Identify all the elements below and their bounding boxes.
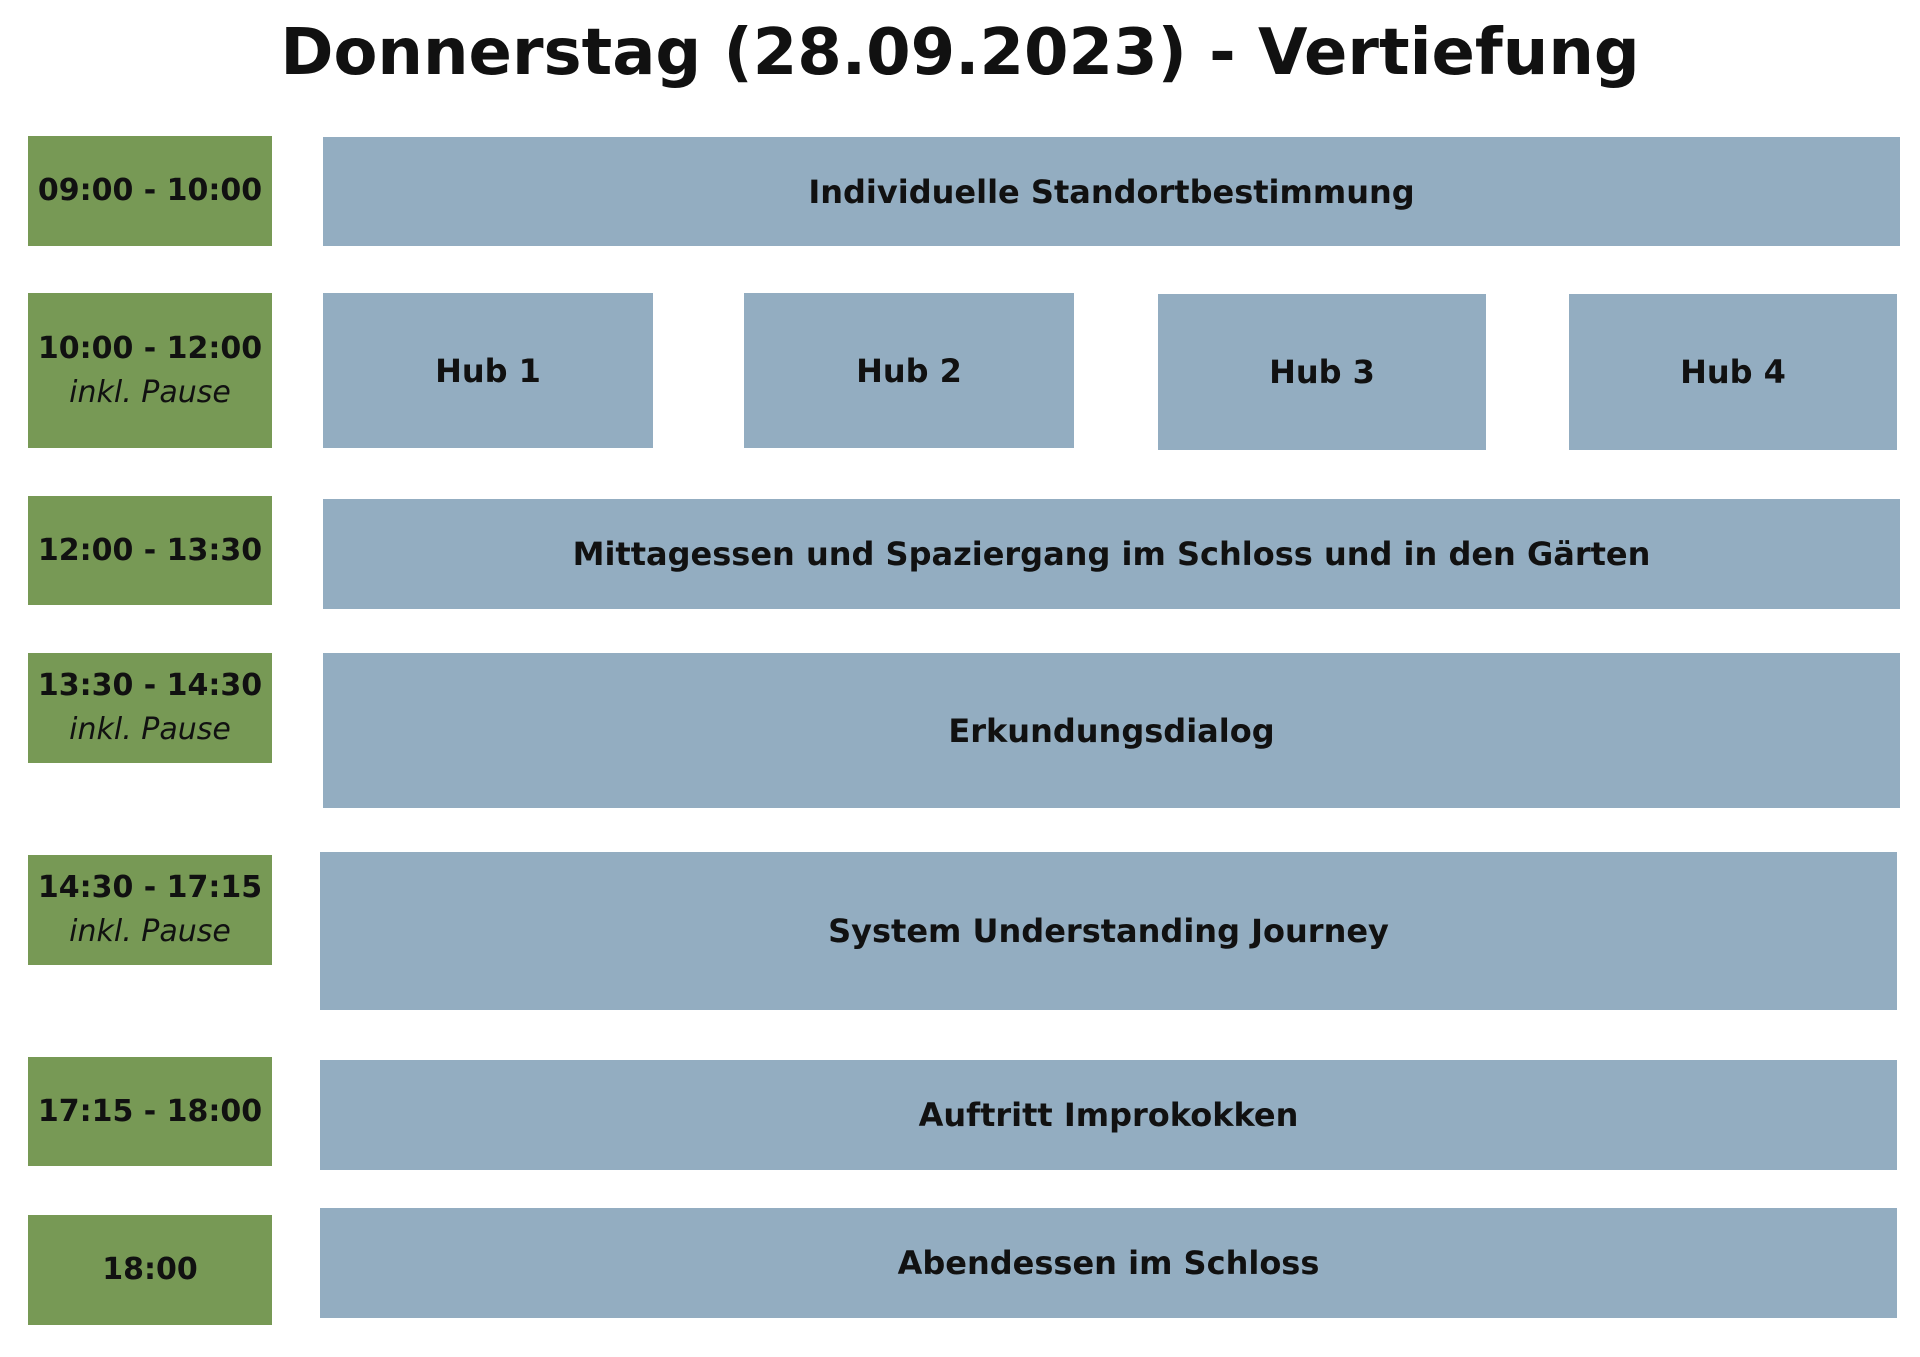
time-note: inkl. Pause [69,374,231,410]
time-label: 17:15 - 18:00 [37,1093,263,1129]
time-label: 14:30 - 17:15 [37,870,263,905]
time-note: inkl. Pause [69,914,231,949]
activity-label: Individuelle Standortbestimmung [808,172,1415,211]
time-slot-1715 [28,1057,272,1166]
activity-system-understanding-journey [320,852,1897,1010]
time-slot-1430 [28,855,272,965]
activity-individuelle-standortbestimmung [323,137,1900,246]
activity-abendessen-im-schloss [320,1208,1897,1318]
time-note: inkl. Pause [69,712,231,747]
activity-label: Hub 4 [1680,353,1786,391]
time-slot-1800 [28,1215,272,1325]
time-label: 18:00 [102,1252,198,1287]
activity-erkundungsdialog [323,653,1900,808]
page-title: Donnerstag (28.09.2023) - Vertiefung [280,16,1640,90]
time-slot-1000 [28,293,272,448]
activity-label: Erkundungsdialog [948,711,1275,750]
activity-label: System Understanding Journey [828,912,1389,950]
activity-label: Hub 3 [1269,353,1375,391]
activity-label: Hub 2 [856,351,962,390]
activity-hub-1 [323,293,653,448]
activity-mittagessen [323,499,1900,609]
activity-label: Auftritt Improkokken [918,1096,1299,1134]
activity-hub-4 [1569,294,1897,450]
time-label: 13:30 - 14:30 [37,668,263,703]
activity-label: Hub 1 [435,351,541,390]
activity-label: Abendessen im Schloss [897,1244,1320,1282]
time-label: 10:00 - 12:00 [37,330,263,366]
time-label: 09:00 - 10:00 [37,173,263,208]
activity-hub-2 [744,293,1074,448]
activity-auftritt-improkokken [320,1060,1897,1170]
time-slot-0900 [28,136,272,246]
time-slot-1330 [28,653,272,763]
activity-label: Mittagessen und Spaziergang im Schloss und in den Gärten [572,535,1651,573]
time-slot-1200 [28,496,272,605]
time-label: 12:00 - 13:30 [37,532,263,568]
activity-hub-3 [1158,294,1486,450]
